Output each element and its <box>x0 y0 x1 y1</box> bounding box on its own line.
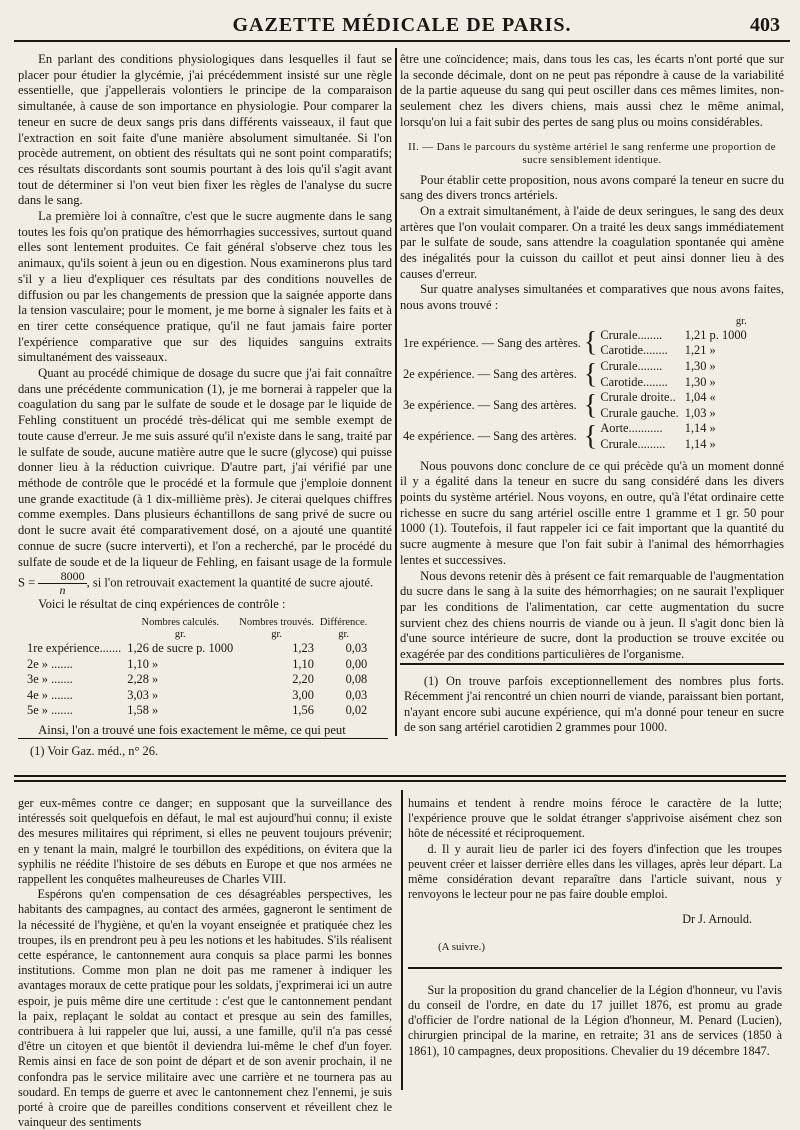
control-results-table <box>24 617 370 719</box>
paragraph: Nous pouvons donc conclure de ce qui précède qu'à un moment donné il y a égalité dans la teneur en sucre du sang considéré dans les divers points du système artériel. Nous voyons, en outre, qu'à l'état ordinaire cette richesse en sucre du sang artériel oscille entre 1 gramme et 1 gr. 50 pour 1000 (1). Toutefois, il faut rappeler ici ce fait important que la quantité du sucre augmente à mesure que l'on fait subir à l'animal des hémorrhagies lentes et successives. <box>400 458 784 567</box>
footnote: (1) Voir Gaz. méd., n° 26. <box>30 744 159 758</box>
paragraph: Ainsi, l'on a trouvé une fois exactement le même, ce qui peut <box>38 722 346 737</box>
paragraph: Sur quatre analyses simultanées et comparatives que nous avons faites, nous avons trouvé : <box>400 282 784 313</box>
table-row: 1re expérience....... 1,26 de sucre p. 1000 1,23 0,03 <box>27 640 368 655</box>
column-divider-top <box>395 48 397 736</box>
section-end-rule <box>400 663 784 665</box>
table-row: Crurale......... 1,14 » <box>600 437 716 451</box>
paragraph: être une coïncidence; mais, dans tous les cas, les écarts n'ont porté que sur la seconde décimale, dont on ne peut pas répondre à cause de la variabilité de la partie aqueuse du sang qui peut osciller dans ces mêmes limites, non-seulement chez les divers chiens, mais aussi chez le même animal, lorsqu'on lui a fait subir des pertes de sang plus ou moins considérables. <box>400 52 784 129</box>
paragraph: Sur la proposition du grand chancelier de la Légion d'honneur, vu l'avis du conseil de l'ordre, en date du 17 juillet 1876, est promu au grade d'officier de l'ordre national de la Légion d'honneur, M. Penard (Lucien), chirurgien principal de la marine, en retraite; 31 ans de services (1850 à 1861), 10 campagnes, deux propositions. Chevalier du 19 décembre 1847. <box>408 982 782 1058</box>
article-end-rule <box>408 967 782 969</box>
table-row: 5e » ....... 1,58 » 1,56 0,02 <box>27 703 368 718</box>
table-header: Différence. <box>319 616 368 628</box>
page-header <box>14 10 790 42</box>
footnote: (1) On trouve parfois exceptionnellement des nombres plus forts. Récemment j'ai rencontré un chien nourri de viande, paraissant bien portant, n'ayant encore subi aucune expérience, qui m'a donné pour teneur en sucre de son sang artériel carotidien 2 grammes pour 1000. <box>404 674 784 735</box>
column-top-right <box>400 52 784 663</box>
column-bottom-left <box>18 796 392 1130</box>
paragraph: ger eux-mêmes contre ce danger; en supposant que la surveillance des intéressés soit quelquefois en défaut, le mal est aujourd'hui connu; il existe des mesures militaires qui répriment, si elles ne peuvent toujours prévenir; en y tenant la main, malgré le tourbillon des expéditions, on évitera que la syphilis ne réédite l'histoire de ses débuts en Europe et que nos armées ne rappellent les conquêtes malheureuses de Charles VIII. <box>18 796 392 887</box>
paragraph: Voici le résultat de cinq expériences de contrôle : <box>38 597 286 612</box>
unit-label: gr. <box>735 315 747 327</box>
table-header: Nombres trouvés. <box>239 616 314 628</box>
arterial-results-table <box>400 316 750 453</box>
table-row: 3e » ....... 2,28 » 2,20 0,08 <box>27 672 368 687</box>
section-separator <box>14 775 786 777</box>
paragraph: Pour établir cette proposition, nous avons comparé la teneur en sucre du sang des divers troncs artériels. <box>400 172 784 203</box>
column-bottom-right <box>408 796 782 1059</box>
footnote-rule <box>18 738 388 739</box>
table-row: 3e expérience. — Sang des artères. { Crurale droite.. 1,04 « <box>403 389 716 421</box>
paragraph: humains et tendent à rendre moins féroce le caractère de la lutte; l'expérience prouve que le soldat étranger s'apprivoise aisément chez son hôte de nécessité et réciproquement. <box>408 796 782 841</box>
paragraph: En parlant des conditions physiologiques dans lesquelles il faut se placer pour étudier la glycémie, j'ai précédemment insisté sur une règle essentielle, que j'appellerais volontiers le principe de la comparaison simultanée, à cause de son importance en physiologie. Pour comparer la teneur en sucre de deux sangs pris dans différents vaisseaux, il faut que l'extraction en soit faite d'une manière absolument simultanée. Si l'on procède autrement, on obtient des résultats qui ne sont point comparatifs; ces résultats discordants sont soumis pourtant à des lois qu'il s'agit avant tout de déterminer si l'on veut bien fixer les règles de l'analyse du sucre dans le sang. <box>18 52 392 208</box>
table-row: 2e » ....... 1,10 » 1,10 0,00 <box>27 656 368 671</box>
paragraph: Nous devons retenir dès à présent ce fait remarquable de l'augmentation du sucre dans le sang à la suite des hémorrhagies; on ne saurait l'expliquer par les conditions de l'alimentation, car cette augmentation du sucre survient chez des chiens nourris de viande ou à jeun. Il s'agit donc bien là d'une source intérieure de sucre, dont la production se trouve excitée ou exagérée par des conditions particulières de l'organisme. <box>400 568 784 662</box>
unit-label: gr. <box>271 628 282 640</box>
table-row: 1re expérience. — Sang des artères. { Crurale........ 1,21 p. 1000 <box>403 327 747 359</box>
table-row: 4e expérience. — Sang des artères. { Aorte........... 1,14 » <box>403 421 716 452</box>
unit-label: gr. <box>174 628 186 640</box>
column-divider-bottom <box>401 790 403 1090</box>
page-number: 403 <box>750 14 780 36</box>
table-row: Crurale gauche. 1,03 » <box>600 405 716 420</box>
paragraph: Espérons qu'en compensation de ces désagréables perspectives, les habitants des campagnes, au contact des armées, gagneront le sentiment de la nécessité de l'hygiène, et qu'en la voyant enseignée et pratiquée chez les troupes, ils en prendront peu à peu les notions et les habitudes. S'ils réalisent cette espérance, le cantonnement aura conquis sa place parmi les bonnes institutions. Comme mon plan ne doit pas me ramener à indiquer les avantages moraux de cette pratique pour les soldats, j'exprimerai ici un autre espoir, je puis même dire une certitude : c'est que le cantonnement pendant la paix, replaçant le soldat au contact et presque au sein des familles, contribuera à lui rappeler que lui, aussi, a une famille, qu'il n'a pas cessé d'être un citoyen et que bientôt il deviendra lui-même le chef d'un foyer. Remis ainsi en face de son point de départ et de son avenir prochain, il ne confondra pas le service militaire avec une carrière et ne tournera pas au soudard. En temps de guerre et avec le cantonnement chez l'ennemi, je suis porté à croire que de pareilles conditions conservent et réveillent chez le vainqueur des sentiments <box>18 887 392 1130</box>
author-signature: Dr J. Arnould. <box>682 912 752 927</box>
paragraph: La première loi à connaître, c'est que le sucre augmente dans le sang toutes les fois qu'on pratique des hémorrhagies successives, surtout quand elles sont lentement produites. Ce fait général s'observe chez tous les animaux, qu'ils soient à jeun ou en digestion. Nous examinerons plus tard s'il y a lieu d'expliquer ces résultats par des conditions nouvelles de diffusion ou par les changements de pression que la saignée apporte dans la tension vasculaire; pour le moment, je me borne à signaler les faits et à en tirer cette conséquence pratique, qu'il ne faut jamais faire porter l'expérience comparative que sur des liquides sanguins extraits simultanément des vaisseaux. <box>18 209 392 365</box>
unit-label: gr. <box>338 628 349 640</box>
column-top-left <box>18 52 392 739</box>
section-separator-double <box>14 780 786 782</box>
table-row: 2e expérience. — Sang des artères. { Crurale........ 1,30 » <box>403 358 716 390</box>
journal-title: GAZETTE MÉDICALE DE PARIS. <box>232 14 572 36</box>
table-header: Nombres calculés. <box>141 616 220 628</box>
section-title: II. — Dans le parcours du système artériel le sang renferme une proportion de sucre sensiblement identique. <box>408 140 776 166</box>
paragraph: d. Il y aurait lieu de parler ici des foyers d'infection que les troupes peuvent créer et laisser derrière elles dans les villages, après leur départ. La même considération devant reparaître dans l'article suivant, nous y renvoyons le lecteur pour ne pas faire double emploi. <box>408 841 782 902</box>
paragraph: Quant au procédé chimique de dosage du sucre que j'ai fait connaître dans une précédente communication (1), je me bornerai à rappeler que la coagulation du sang par le sulfate de soude et le dosage par le liquide de Fehling constituent un procédé très-délicat qui me semble exempt de toute cause d'erreur. Je me suis assuré qu'il n'existe dans le sang, traité par le sulfate de soude, aucune matière autre que le sucre (glycose) qui puisse donner lieu à la réduction cuivrique. D'autre part, j'ai vérifié par une méthode de contrôle que le procédé et la formule que j'emploie donnent une grande exactitude (à 1 dix-millième près). Je citerai quelques chiffres comme exemples. Dans plusieurs échantillons de sang privé de sucre ou dont le sucre avait été comparativement dosé, on a ajouté une quantité connue de sucre (sucre interverti), et l'on a recherché, par le procédé du sulfate de soude et de la liqueur de Fehling, en faisant usage de la formule S = $\frac{8000}{n}$, si l'on retrouvait exactement la quantité de sucre ajouté. <box>18 366 392 598</box>
table-row: Carotide........ 1,21 » <box>600 343 716 358</box>
sugar-formula: $\frac{8000}{n}$ <box>38 570 86 597</box>
table-row: Carotide........ 1,30 » <box>600 374 716 389</box>
table-row: 4e » ....... 3,03 » 3,00 0,03 <box>27 687 368 702</box>
to-be-continued: (A suivre.) <box>438 940 486 953</box>
paragraph: On a extrait simultanément, à l'aide de deux seringues, le sang des deux artères que l'on voulait comparer. On a traité les deux sangs immédiatement par le sulfate de soude, sans attendre la coagulation spontanée qui amène des inégalités pour la cuisson du caillot et peut ainsi donner lieu à des causes d'erreur. <box>400 203 784 281</box>
